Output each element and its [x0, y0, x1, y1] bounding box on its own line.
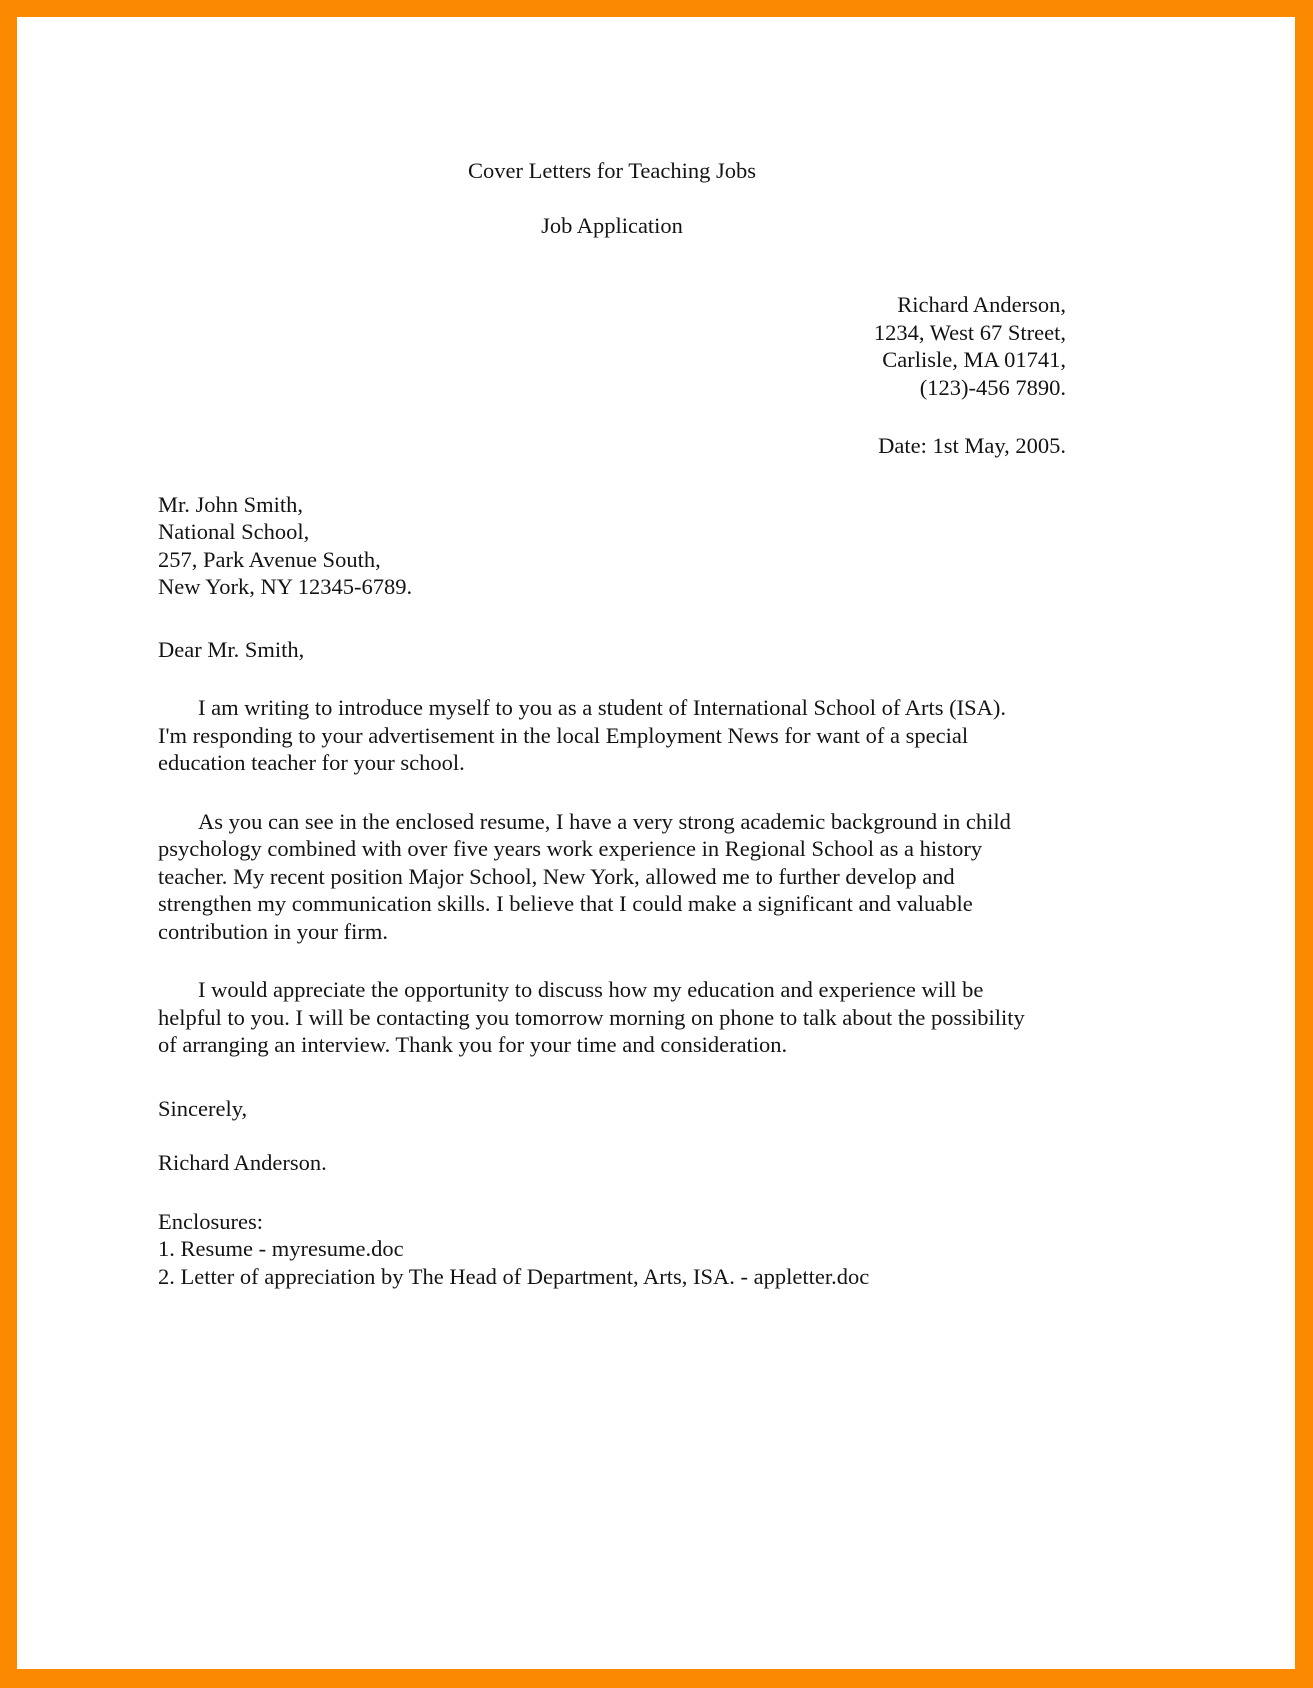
recipient-address-block — [158, 491, 1066, 601]
body-paragraph-3-line: I would appreciate the opportunity to discuss how my education and experience will be — [198, 977, 984, 1002]
sender-address-block-line: (123)-456 7890. — [919, 374, 1066, 400]
enclosures-heading: Enclosures: — [158, 1208, 263, 1234]
recipient-address-block-line: New York, NY 12345-6789. — [158, 574, 413, 599]
body-paragraph-3-line: helpful to you. I will be contacting you tomorrow morning on phone to talk about the possibility — [158, 1004, 1025, 1030]
letter-page — [17, 17, 1295, 1669]
document-subtitle: Job Application — [541, 212, 683, 238]
body-paragraph-3-line: of arranging an interview. Thank you for your time and consideration. — [158, 1032, 788, 1057]
body-paragraph-2-line: psychology combined with over five years work experience in Regional School as a history — [158, 836, 983, 861]
body-paragraph-1-line: I am writing to introduce myself to you as a student of International School of Arts (ISA). — [198, 695, 1006, 720]
body-paragraph-1 — [158, 694, 1066, 777]
salutation: Dear Mr. Smith, — [158, 636, 305, 662]
date-line: Date: 1st May, 2005. — [878, 433, 1066, 458]
document-title: Cover Letters for Teaching Jobs — [468, 158, 756, 183]
recipient-address-block-line: 257, Park Avenue South, — [158, 546, 381, 572]
signature-name: Richard Anderson. — [158, 1150, 327, 1175]
body-paragraph-2-line: contribution in your firm. — [158, 918, 388, 944]
body-paragraph-1-line: I'm responding to your advertisement in the local Employment News for want of a special — [158, 722, 969, 748]
enclosures-list-line: 2. Letter of appreciation by The Head of Department, Arts, ISA. - appletter.doc — [158, 1263, 870, 1289]
body-paragraph-2-line: As you can see in the enclosed resume, I have a very strong academic background in child — [198, 808, 1011, 834]
body-paragraph-3 — [158, 976, 1066, 1059]
body-paragraph-1-line: education teacher for your school. — [158, 750, 465, 775]
recipient-address-block-line: National School, — [158, 519, 310, 544]
closing: Sincerely, — [158, 1095, 248, 1121]
sender-address-block-line: 1234, West 67 Street, — [873, 319, 1066, 345]
sender-address-block-line: Carlisle, MA 01741, — [882, 347, 1066, 372]
body-paragraph-2-line: teacher. My recent position Major School, New York, allowed me to further develop and — [158, 863, 955, 889]
sender-address-block — [158, 291, 1066, 401]
sender-address-block-line: Richard Anderson, — [897, 292, 1066, 317]
body-paragraph-2-line: strengthen my communication skills. I believe that I could make a significant and valuable — [158, 891, 973, 916]
body-paragraph-2 — [158, 808, 1066, 946]
recipient-address-block-line: Mr. John Smith, — [158, 491, 304, 517]
enclosures-list-line: 1. Resume - myresume.doc — [158, 1236, 404, 1261]
enclosures-list — [158, 1235, 1066, 1290]
